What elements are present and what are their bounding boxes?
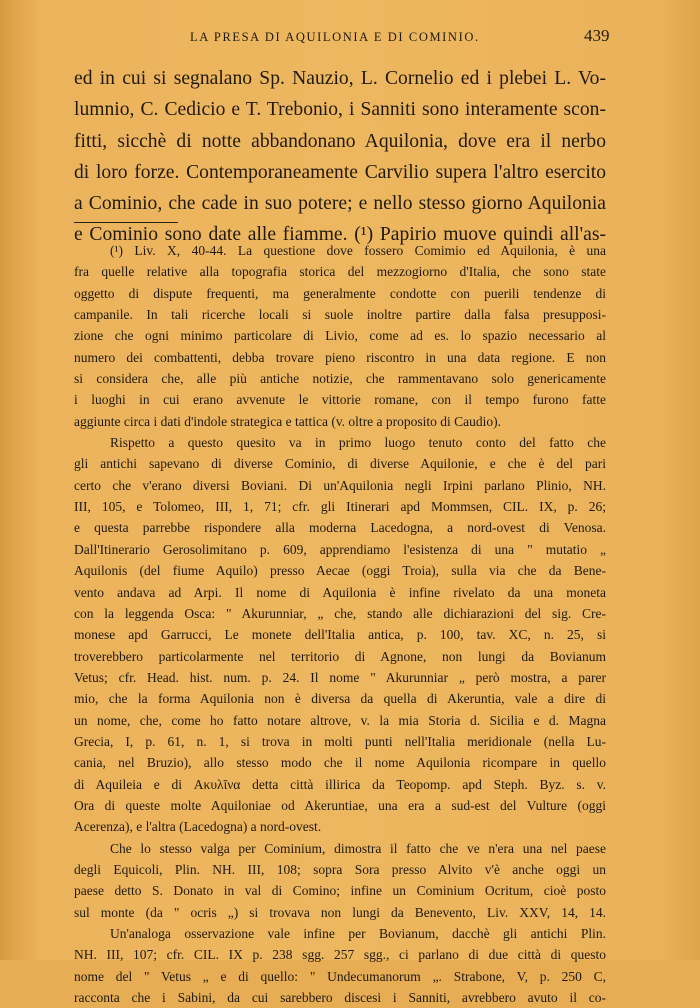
footnote-line: cania, nel Bruzio), allo stesso modo che il nome Aquilonia ricompare in quello xyxy=(74,755,606,771)
footnote-line: aggiunte circa i dati d'indole strategica e tattica (v. oltre a proposito di Caudio). xyxy=(74,413,502,429)
footnote-line: Acerenza), e l'altra (Lacedogna) a nord-ovest. xyxy=(74,819,322,835)
main-text-line: ed in cui si segnalano Sp. Nauzio, L. Cornelio ed i plebei L. Vo- xyxy=(74,68,606,89)
footnote-line: paese detto S. Donato in val di Comino; infine un Cominium Ocritum, cioè posto xyxy=(74,883,606,899)
footnote-line: NH. III, 107; cfr. CIL. IX p. 238 sgg. 257 sgg., ci parlano di due città di questo xyxy=(74,947,606,963)
footnote-line: degli Equicoli, Plin. NH. III, 108; sopra Sora presso Alvito v'è anche oggi un xyxy=(74,861,606,877)
footnote-line: Dall'Itinerario Gerosolimitano p. 609, apprendiamo l'esistenza di una " mutatio „ xyxy=(74,541,606,557)
footnote-separator xyxy=(74,222,178,223)
footnote-line: (¹) Liv. X, 40-44. La questione dove fossero Comimio ed Aquilonia, è una xyxy=(110,243,606,258)
main-text-line: a Cominio, che cade in suo potere; e nello stesso giorno Aquilonia xyxy=(74,193,606,215)
footnote-line: monese apd Garrucci, Le monete dell'Italia antica, p. 100, tav. XC, n. 25, si xyxy=(74,627,606,643)
footnote-line: oggetto di dispute frequenti, ma generalmente condotte con puerili tendenze di xyxy=(74,285,606,301)
footnote-line: si considera che, alle più antiche notizie, che rammentavano solo genericamente xyxy=(74,371,606,387)
main-text-line: e Cominio sono date alle fiamme. (¹) Papirio muove quindi all'as- xyxy=(74,224,606,246)
footnote-line: Vetus; cfr. Head. hist. num. p. 24. Il nome " Akurunniar „ però mostra, a parer xyxy=(74,669,606,685)
footnote-line: campanile. In tali ricerche locali si suole inoltre partire dalla falsa presupposi- xyxy=(74,307,606,323)
footnote-line: Ora di queste molte Aquiloniae od Akeruntiae, una era a sud-est del Vulture (oggi xyxy=(74,797,606,813)
footnote xyxy=(74,240,606,1008)
footnote-line: nome del " Vetus „ e di quello: " Undecumanorum „. Strabone, V, p. 250 C, xyxy=(74,968,606,984)
footnote-line: mio, che la forma Aquilonia non è diversa da quella di Akeruntia, vale a dire di xyxy=(74,691,606,707)
footnote-line: Che lo stesso valga per Cominium, dimostra il fatto che ve n'era una nel paese xyxy=(110,840,606,856)
footnote-line: vento andava ad Arpi. Il nome di Aquilonia è infine rivelato da una moneta xyxy=(74,584,606,600)
footnote-line: Aquilonis (del fiume Aquilo) presso Aecae (oggi Troia), sulla via che da Bene- xyxy=(74,563,606,579)
footnote-line: Rispetto a questo quesito va in primo luogo tenuto conto del fatto che xyxy=(110,435,606,451)
running-title: LA PRESA DI AQUILONIA E DI COMINIO. xyxy=(190,30,480,44)
footnote-line: Un'analoga osservazione vale infine per Bovianum, dacchè gli antichi Plin. xyxy=(110,926,606,941)
footnote-line: fra quelle relative alla topografia storica del mezzogiorno d'Italia, che sono state xyxy=(74,264,606,280)
page-header xyxy=(0,28,700,52)
footnote-line: con la leggenda Osca: " Akurunniar, „ che, stando alle dichiarazioni del sig. Cre- xyxy=(74,605,606,621)
footnote-line: e questa parrebbe rispondere alla moderna Lacedogna, a nord-ovest di Venosa. xyxy=(74,520,606,536)
footnote-line: i luoghi in cui erano avvenute le vittorie romane, con il tempo furono fatte xyxy=(74,392,606,408)
footnote-line: troverebbero particolarmente nel territorio di Agnone, non lungi da Bovianum xyxy=(74,648,606,664)
main-text-line: di loro forze. Contemporaneamente Carvilio supera l'altro esercito xyxy=(74,161,606,183)
footnote-line: numero dei combattenti, debba trovare pieno riscontro in una data regione. E non xyxy=(74,349,606,365)
footnote-line: zione che ogni minimo particolare di Livio, come ad es. lo spazio necessario al xyxy=(74,328,606,344)
footnote-line: gli antichi sapevano di diverse Cominio, di diverse Aquilonie, e che è del pari xyxy=(74,456,606,472)
footnote-line: sul monte (da " ocris „) si trovava non lungi da Benevento, Liv. XXV, 14, 14. xyxy=(74,904,606,920)
page-number: 439 xyxy=(584,26,610,45)
footnote-line: racconta che i Sabini, da cui sarebbero discesi i Sanniti, avrebbero avuto il co- xyxy=(74,990,606,1006)
main-text-line: fitti, sicchè di notte abbandonano Aquilonia, dove era il nerbo xyxy=(74,130,606,152)
footnote-line: un nome, che, come ho fatto notare altrove, v. la mia Storia d. Sicilia e d. Magna xyxy=(74,712,606,728)
footnote-line: III, 105, e Tolomeo, III, 1, 71; cfr. gli Itinerari apd Mommsen, CIL. IX, p. 26; xyxy=(74,499,606,515)
footnote-line: di Aquileia e di Ακυλῖνα detta città illirica da Teopomp. apd Steph. Byz. s. v. xyxy=(74,776,606,792)
main-text-line: lumnio, C. Cedicio e T. Trebonio, i Sanniti sono interamente scon- xyxy=(74,99,606,121)
footnote-line: certo che v'erano diversi Boviani. Di un'Aquilonia negli Irpini parlano Plinio, NH. xyxy=(74,477,606,493)
footnote-line: Grecia, I, p. 61, n. 1, si trova in molti punti nell'Italia meridionale (nella Lu- xyxy=(74,733,606,749)
